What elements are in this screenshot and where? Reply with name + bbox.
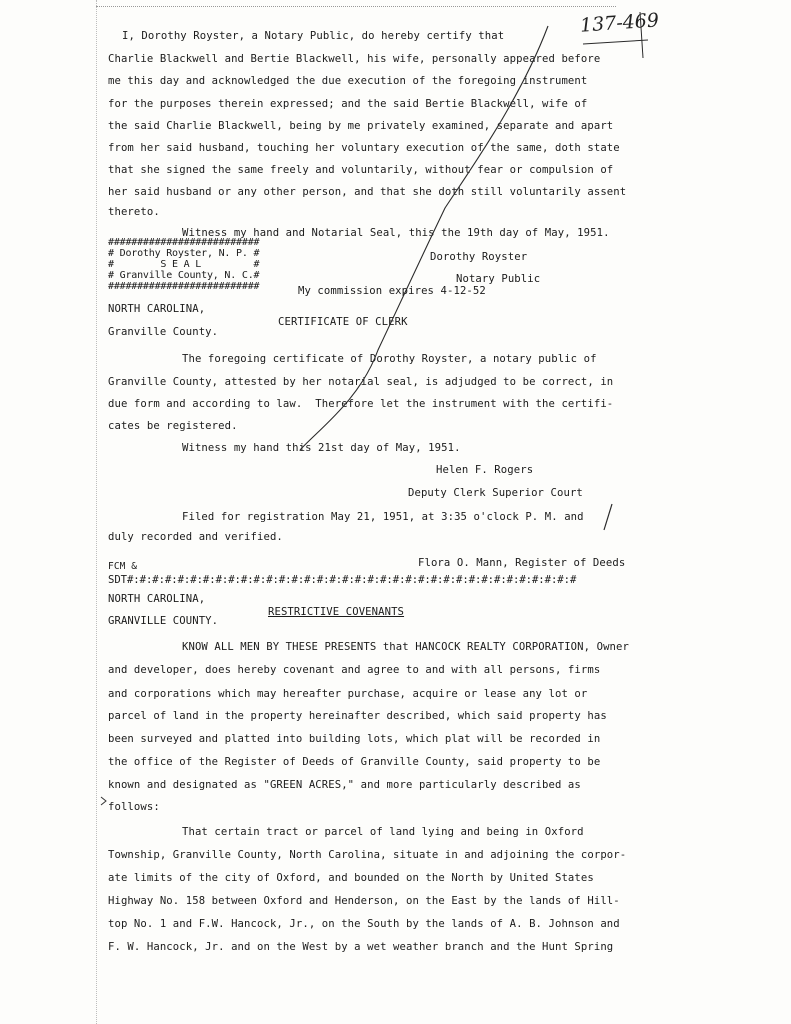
description-line-4: Highway No. 158 between Oxford and Henderson, on the East by the lands of Hill- (108, 895, 620, 907)
filing-check-mark (604, 504, 612, 530)
clerk-witness-line: Witness my hand this 21st day of May, 1951. (182, 442, 461, 454)
covenant-line-3: and corporations which may hereafter purchase, acquire or lease any lot or (108, 688, 588, 700)
notary-line-3: me this day and acknowledged the due execution of the foregoing instrument (108, 75, 588, 87)
description-line-2: Township, Granville County, North Carolina, situate in and adjoining the corpor- (108, 849, 627, 861)
clerk-state: NORTH CAROLINA, (108, 303, 206, 315)
description-line-1: That certain tract or parcel of land lying and being in Oxford (182, 826, 584, 838)
clerk-county: Granville County. (108, 326, 219, 338)
filing-line-1: Filed for registration May 21, 1951, at 3:35 o'clock P. M. and (182, 511, 584, 523)
notary-line-2: Charlie Blackwell and Bertie Blackwell, his wife, personally appeared before (108, 53, 601, 65)
page-reference-stamp: 137-469 (579, 9, 660, 37)
covenant-county: GRANVILLE COUNTY. (108, 615, 219, 627)
covenant-state: NORTH CAROLINA, (108, 593, 206, 605)
clerk-line-2: Granville County, attested by her notarial seal, is adjudged to be correct, in (108, 376, 614, 388)
clerk-line-4: cates be registered. (108, 420, 238, 432)
notary-line-5: the said Charlie Blackwell, being by me privately examined, separate and apart (108, 120, 614, 132)
seal-border-top: ########################## (108, 237, 260, 248)
covenant-line-7: known and designated as "GREEN ACRES," and more particularly described as (108, 779, 581, 791)
section-divider: SDT#:#:#:#:#:#:#:#:#:#:#:#:#:#:#:#:#:#:#:#:#:#:#:#:#:#:#:#:#:#:#:#:#:#:#:# (108, 574, 577, 586)
register-of-deeds: Flora O. Mann, Register of Deeds (418, 557, 626, 569)
notary-line-9: thereto. (108, 206, 160, 218)
notary-signature-name: Dorothy Royster (430, 251, 528, 263)
covenant-line-8: follows: (108, 801, 160, 813)
clerk-title: Deputy Clerk Superior Court (408, 487, 583, 499)
notary-line-1: I, Dorothy Royster, a Notary Public, do hereby certify that (122, 30, 505, 42)
notary-witness-line: Witness my hand and Notarial Seal, this the 19th day of May, 1951. (182, 227, 610, 239)
covenant-line-5: been surveyed and platted into building lots, which plat will be recorded in (108, 733, 601, 745)
covenant-line-1: KNOW ALL MEN BY THESE PRESENTS that HANCOCK REALTY CORPORATION, Owner (182, 641, 629, 653)
clerk-line-1: The foregoing certificate of Dorothy Royster, a notary public of (182, 353, 597, 365)
description-line-6: F. W. Hancock, Jr. and on the West by a wet weather branch and the Hunt Spring (108, 941, 614, 953)
page-ref-underline (583, 40, 648, 44)
notary-title: Notary Public (456, 273, 541, 285)
clerk-signature-name: Helen F. Rogers (436, 464, 534, 476)
page-ref-tick (640, 12, 643, 58)
covenant-line-6: the office of the Register of Deeds of Granville County, said property to be (108, 756, 601, 768)
seal-name: # Dorothy Royster, N. P. # (108, 248, 260, 259)
clerk-line-3: due form and according to law. Therefore let the instrument with the certifi- (108, 398, 614, 410)
filing-line-2: duly recorded and verified. (108, 531, 283, 543)
covenant-heading: RESTRICTIVE COVENANTS (268, 606, 405, 618)
pen-strike-mark (300, 26, 548, 450)
margin-notch (101, 797, 106, 805)
clerk-certificate-heading: CERTIFICATE OF CLERK (278, 316, 408, 328)
notary-line-8: her said husband or any other person, and that she doth still voluntarily assent (108, 186, 627, 198)
commission-expiry: My commission expires 4-12-52 (298, 285, 486, 297)
notary-line-7: that she signed the same freely and voluntarily, without fear or compulsion of (108, 164, 614, 176)
initials: FCM & (108, 561, 138, 572)
covenant-line-4: parcel of land in the property hereinafter described, which said property has (108, 710, 607, 722)
notary-line-4: for the purposes therein expressed; and the said Bertie Blackwell, wife of (108, 98, 588, 110)
seal-border-bottom: ########################## (108, 281, 260, 292)
notary-line-6: from her said husband, touching her voluntary execution of the same, doth state (108, 142, 620, 154)
description-line-5: top No. 1 and F.W. Hancock, Jr., on the South by the lands of A. B. Johnson and (108, 918, 620, 930)
covenant-line-2: and developer, does hereby covenant and agree to and with all persons, firms (108, 664, 601, 676)
description-line-3: ate limits of the city of Oxford, and bounded on the North by United States (108, 872, 594, 884)
seal-county: # Granville County, N. C.# (108, 270, 260, 281)
seal-label: # S E A L # (108, 259, 260, 270)
